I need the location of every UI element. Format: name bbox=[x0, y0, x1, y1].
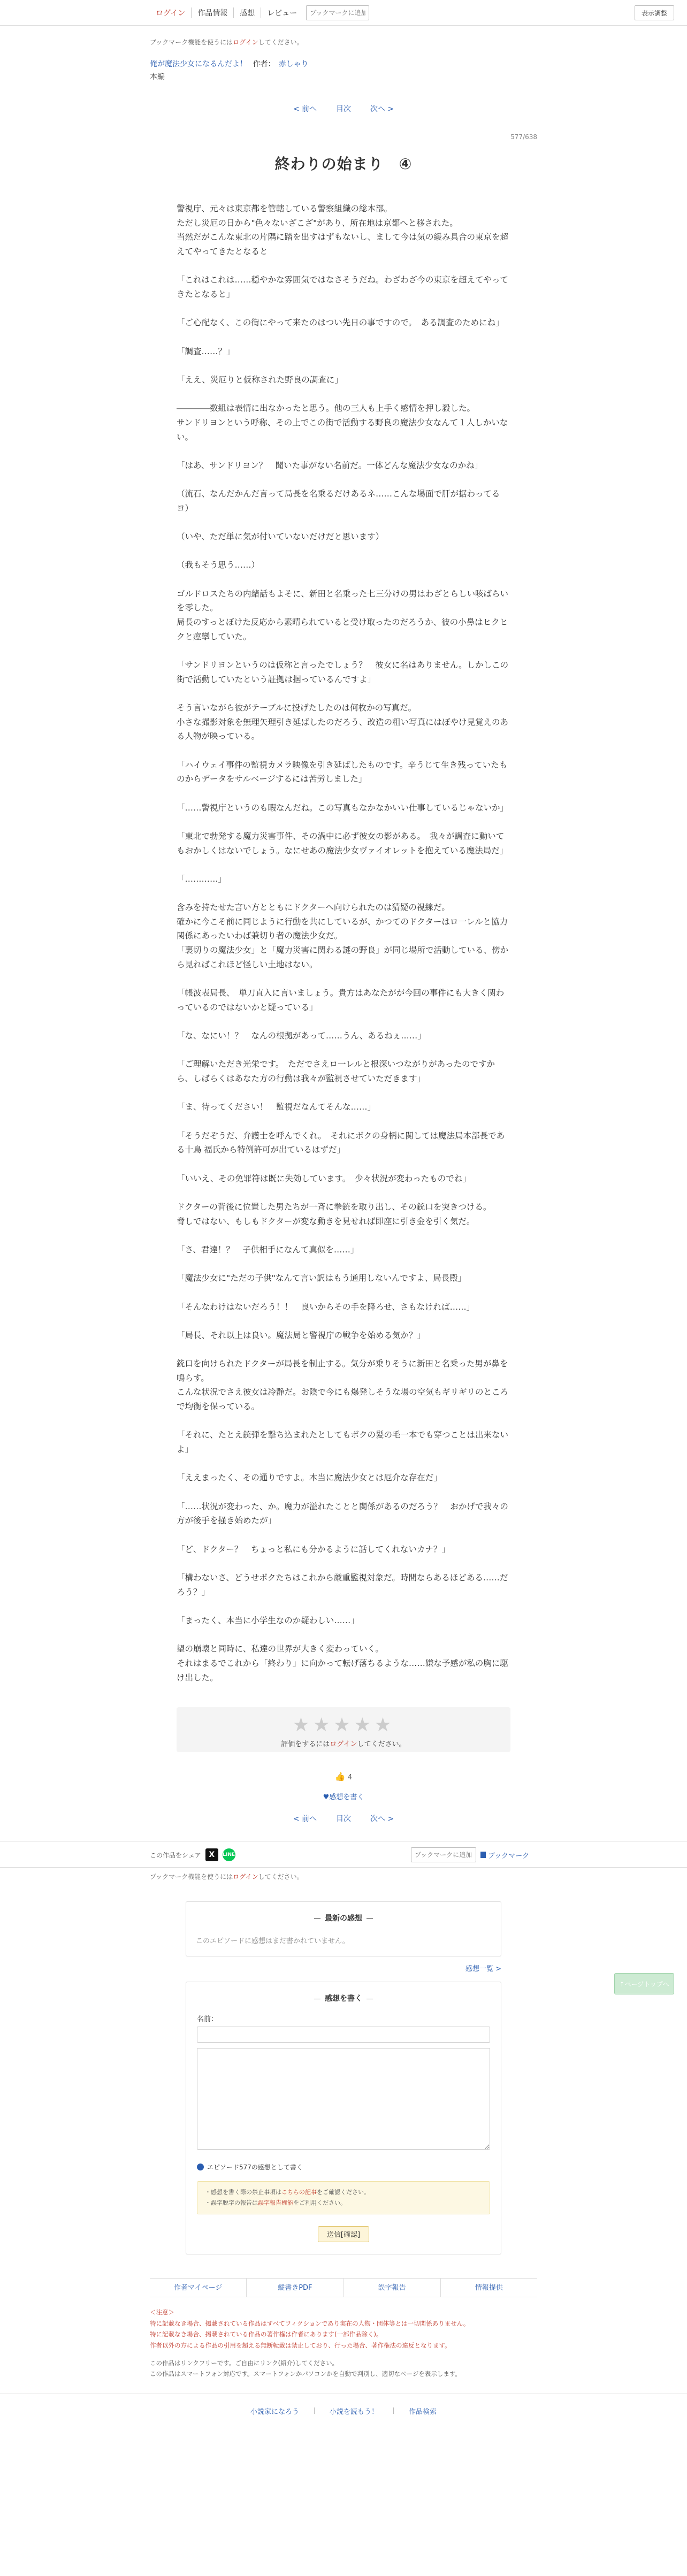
body-paragraph: 「な、なにい！？ なんの根拠があって……うん、あるねぇ……」 bbox=[177, 1031, 426, 1041]
body-paragraph: ゴルドロスたちの内緒話もよそに、新田と名乗った七三分けの男はわざとらしい咳ばらいを零した。 bbox=[177, 588, 509, 613]
site-link[interactable]: 小説を読もう！ bbox=[329, 2407, 378, 2416]
latest-reviews-heading: 最新の感想 bbox=[196, 1913, 491, 1923]
blank-line bbox=[177, 1343, 510, 1357]
blank-line bbox=[177, 1186, 510, 1200]
body-paragraph: 「ど、ドクター？ ちょっと私にも分かるように話してくれないカナ？」 bbox=[177, 1544, 450, 1554]
blank-line bbox=[177, 1157, 510, 1172]
body-paragraph: （流石、なんだかんだ言って局長を名乗るだけあるネ……こんな場面で肝が据わってるヨ） bbox=[177, 489, 500, 513]
blank-line bbox=[177, 387, 510, 402]
site-link[interactable]: 小説家になろう bbox=[250, 2407, 299, 2416]
typo-report-link[interactable]: 誤字報告機能 bbox=[258, 2199, 293, 2207]
disclaimer-line: 特に記載なき場合、掲載されている作品の著作権は作者にあります(一部作品除く)。 bbox=[150, 2330, 383, 2338]
notice-login-link[interactable]: ログイン bbox=[233, 39, 258, 46]
next-episode-link[interactable]: 次へ > bbox=[370, 105, 394, 113]
episode-body bbox=[177, 202, 510, 1685]
rating-note-suffix: してください。 bbox=[357, 1740, 406, 1749]
blank-line bbox=[177, 1485, 510, 1500]
bookmark-input[interactable] bbox=[411, 1847, 476, 1862]
link-divider bbox=[393, 2407, 394, 2414]
blank-line bbox=[177, 1043, 510, 1058]
disclaimer-heading: ＜注意＞ bbox=[150, 2308, 174, 2316]
body-paragraph: 「帳波表局長、 単刀直入に言いましょう。貴方はあなたがが今回の事件にも大きく関わっているのではないかと疑っている」 bbox=[177, 988, 505, 1012]
disclaimer-line: この作品はリンクフリーです。ご自由にリンク(紹介)してください。 bbox=[150, 2359, 339, 2367]
body-paragraph: ――――数組は表情に出なかったと思う。他の三人も上手く感情を押し殺した。 bbox=[177, 403, 476, 414]
reviews-link[interactable]: 感想 bbox=[240, 9, 255, 18]
body-paragraph: 「ええ、災厄りと仮称された野良の調査に」 bbox=[177, 374, 343, 385]
episode-checkbox[interactable] bbox=[197, 2164, 204, 2170]
body-paragraph: 確かに今こそ前に同じように行動を共にしているが、かつてのドクターはロ一レルと協力関係にあったいわば兼切り者の魔法少女だ。 bbox=[177, 916, 508, 941]
body-paragraph: 「いいえ、その免罪符は既に失効しています。 少々状況が変わったものでね」 bbox=[177, 1173, 471, 1183]
episode-counter: 577/638 bbox=[510, 133, 537, 141]
submit-review-button[interactable]: 送信[確認] bbox=[318, 2226, 369, 2242]
rating-note bbox=[177, 1738, 510, 1748]
author-link[interactable]: 赤しゃり bbox=[278, 60, 309, 68]
body-paragraph: 「構わないさ、どうせボクたちはこれから厳重監視対象だ。時間ならあるほどある……だろう？」 bbox=[177, 1573, 508, 1597]
blank-line bbox=[177, 358, 510, 373]
body-paragraph: 「局長、それ以上は良い。魔法局と警視庁の戦争を始める気か？」 bbox=[177, 1330, 426, 1340]
share-bar bbox=[0, 1841, 687, 1868]
blank-line bbox=[177, 1457, 510, 1471]
disclaimer-line: 特に記載なき場合、掲載されている作品はすべてフィクションであり実在の人物・団体等とは一切関係ありません。 bbox=[150, 2319, 470, 2327]
episode-pager-top bbox=[150, 103, 537, 114]
footer-link[interactable]: 縦書きPDF bbox=[247, 2279, 344, 2297]
body-paragraph: 脅しではない、もしもドクターが変な動きを見せれば即座に引き金を引く気だ。 bbox=[177, 1216, 475, 1226]
body-paragraph: 銃口を向けられたドクターが局長を制止する。気分が乗りそうに新田と名乗った男が鼻を鳴らす。 bbox=[177, 1359, 508, 1383]
blank-line bbox=[177, 1414, 510, 1428]
body-paragraph: 「それに、たとえ銃弾を撃ち込まれたとしてもボクの髪の毛一本でも穿つことは出来ないよ」 bbox=[177, 1430, 509, 1455]
page-top-button[interactable]: ↑ページトップへ bbox=[614, 1973, 674, 1994]
login-link[interactable]: ログイン bbox=[156, 9, 186, 18]
body-paragraph: 「魔法少女に"ただの子供"なんて言い訳はもう通用しないんですよ、局長殿」 bbox=[177, 1273, 467, 1283]
rules-article-link[interactable]: こちらの記事 bbox=[281, 2189, 317, 2196]
blank-line bbox=[177, 886, 510, 901]
star-rating-icons[interactable]: ★★★★★ bbox=[292, 1714, 395, 1737]
blank-line bbox=[177, 744, 510, 758]
footer-link[interactable]: 作者マイページ bbox=[150, 2279, 247, 2297]
like-button[interactable] bbox=[150, 1771, 537, 1782]
blank-line bbox=[177, 1528, 510, 1542]
display-settings-button[interactable]: 表示調整 bbox=[635, 5, 674, 20]
link-divider bbox=[314, 2407, 315, 2414]
body-paragraph: それはまるでこれから「終わり」に向かって転げ落ちるような……嫌な予感が私の胸に駆け出した。 bbox=[177, 1658, 508, 1683]
notice-prefix: ブックマーク機能を使うには bbox=[150, 1873, 233, 1881]
blank-line bbox=[177, 1556, 510, 1571]
body-paragraph: 局長のすっとぼけた反応から素晴られていると受け取ったのだろうか、彼の小鼻はヒクヒクと痙攣していた。 bbox=[177, 617, 508, 641]
latest-reviews-box bbox=[186, 1901, 501, 1956]
reviews-section bbox=[150, 1872, 537, 2254]
body-paragraph: 「そうだぞうだ、弁護士を呼んでくれ。 それにボクの身柄に関しては魔法局本部長である十鳥 福氏から特例許可が出ているはずだ」 bbox=[177, 1130, 505, 1155]
rewards-link[interactable]: レビュー bbox=[267, 9, 297, 18]
body-paragraph: 「そんなわけはないだろう！！ 良いからその手を降ろせ、さもなければ……」 bbox=[177, 1302, 475, 1312]
body-paragraph: こんな状況でさえ彼女は冷静だ。お陰で今にも爆発しそうな場の空気もギリギリのところで均衡を保っている。 bbox=[177, 1387, 509, 1412]
review-textarea[interactable] bbox=[197, 2048, 490, 2150]
notice-login-link[interactable]: ログイン bbox=[233, 1873, 258, 1881]
toc-link[interactable]: 目次 bbox=[336, 105, 351, 113]
body-paragraph: 「裏切りの魔法少女」と「魔力災害に関わる謎の野良」が同じ場所で活動している、傍から見ればこれほど怪しい土地はない。 bbox=[177, 945, 509, 969]
blank-line bbox=[177, 515, 510, 530]
blank-line bbox=[177, 815, 510, 829]
body-paragraph: 「ご心配なく、この街にやって来たのはつい先日の事ですので。 ある調査のためにね」 bbox=[177, 318, 504, 328]
main-content bbox=[150, 37, 537, 1824]
body-paragraph: 「まったく、本当に小学生なのか疑わしい……」 bbox=[177, 1615, 359, 1625]
rules-line bbox=[205, 2187, 482, 2198]
blank-line bbox=[177, 1599, 510, 1614]
bookmark-icon bbox=[480, 1852, 486, 1858]
notice-suffix: してください。 bbox=[258, 39, 303, 46]
bookmark-controls bbox=[411, 1847, 529, 1862]
review-list-link[interactable]: 感想一覧 > bbox=[465, 1965, 501, 1974]
blank-line bbox=[177, 1114, 510, 1129]
body-paragraph: 「ご理解いただき光栄です。 ただでさえロ一レルと根深いつながりがあったのですから、しばらくはあなた方の行動は我々が監視させていただきます」 bbox=[177, 1059, 495, 1084]
body-paragraph: 「ええまったく、その通りですよ。本当に魔法少女とは厄介な存在だ」 bbox=[177, 1473, 442, 1483]
blank-line bbox=[177, 572, 510, 587]
thumbs-up-icon: 👍 bbox=[334, 1771, 346, 1782]
body-paragraph: 「サンドリヨンというのは仮称と言ったでしょう？ 彼女に名はありません。しかしこの街で活動していたという証拠は掴っているんですよ」 bbox=[177, 660, 509, 684]
bookmark-button-label: ブックマーク bbox=[488, 1852, 530, 1860]
bookmark-notice bbox=[150, 1872, 537, 1881]
site-links bbox=[0, 2394, 687, 2428]
name-label: 名前： bbox=[197, 2015, 218, 2024]
rules-text: ・感想を書く際の禁止事項は bbox=[205, 2189, 281, 2196]
blank-line bbox=[177, 1228, 510, 1243]
blank-line bbox=[177, 858, 510, 872]
blank-line bbox=[177, 302, 510, 316]
body-paragraph: 含みを持たせた言い方とともにドクターへ向けられたのは猜疑の視線だ。 bbox=[177, 903, 450, 913]
blank-line bbox=[177, 472, 510, 487]
footer-link[interactable]: 情報提供 bbox=[475, 2283, 503, 2292]
rating-box bbox=[177, 1707, 510, 1752]
rules-text: をご確認ください。 bbox=[317, 2189, 370, 2196]
blank-line bbox=[177, 786, 510, 801]
body-paragraph: 「さ、君達！？ 子供相手になんて真似を……」 bbox=[177, 1244, 359, 1255]
bookmark-button[interactable] bbox=[480, 1850, 529, 1860]
x-share-icon[interactable]: X bbox=[205, 1848, 218, 1861]
body-paragraph: 「これはこれは……穏やかな雰囲気ではなさそうだね。わざわざ今の東京を超えてやってきたとなると」 bbox=[177, 275, 509, 299]
top-nav-menu bbox=[150, 0, 369, 26]
prev-episode-link[interactable]: < 前へ bbox=[293, 1815, 317, 1824]
body-paragraph: 「はあ、サンドリヨン？ 聞いた事がない名前だ。一体どんな魔法少女なのかね」 bbox=[177, 460, 483, 470]
typo-line bbox=[205, 2198, 482, 2208]
blank-line bbox=[177, 1257, 510, 1272]
body-paragraph: 「東北で勃発する魔力災害事件、その渦中に必ず彼女の影がある。 我々が調査に動いてもおかしくはないでしょう。なにせあの魔法少女ヴァイオレットを抱えている魔法局だ」 bbox=[177, 831, 508, 855]
typo-text: をご利用ください。 bbox=[293, 2199, 346, 2207]
share-buttons bbox=[150, 1841, 235, 1868]
footer-link[interactable]: 誤字報告 bbox=[344, 2279, 441, 2297]
blank-line bbox=[177, 1314, 510, 1328]
review-rules-note bbox=[197, 2181, 490, 2214]
body-paragraph: 「……状況が変わった、か。魔力が溢れたことと関係があるのだろう？ おかげで我々の方が後手を掻き始めたが」 bbox=[177, 1501, 508, 1526]
body-paragraph: 「調査……？」 bbox=[177, 346, 235, 356]
bookmark-notice bbox=[150, 37, 537, 47]
body-paragraph: 望の崩壊と同時に、私達の世界が大きく変わっていく。 bbox=[177, 1644, 384, 1654]
blank-line bbox=[177, 644, 510, 658]
body-paragraph: 「…………」 bbox=[177, 874, 227, 884]
episode-checkbox-row[interactable] bbox=[197, 2162, 490, 2172]
series-info bbox=[150, 58, 537, 69]
body-paragraph: 「ま、待ってください！ 監視だなんてそんな……」 bbox=[177, 1102, 376, 1112]
write-review-form bbox=[186, 1982, 501, 2254]
write-review-heading: 感想を書く bbox=[197, 1993, 490, 2004]
share-label: この作品をシェア bbox=[150, 1851, 201, 1859]
body-paragraph: そう言いながら彼がテーブルに投げたしたのは何枚かの写真だ。 bbox=[177, 702, 417, 713]
line-share-icon[interactable]: LINE bbox=[223, 1848, 235, 1861]
disclaimer-line: この作品はスマートフォン対応です。スマートフォンかパソコンかを自動で判別し、適切なページを表示します。 bbox=[150, 2370, 461, 2378]
blank-line bbox=[177, 1014, 510, 1029]
body-paragraph: （いや、ただ単に気が付いていないだけだと思います） bbox=[177, 532, 384, 542]
body-paragraph: 小さな撮影対象を無理矢理引き延ばしたのだろう、改造の粗い写真にはぼやけ見覚えのある人物が映っている。 bbox=[177, 717, 509, 742]
top-navigation bbox=[0, 0, 687, 26]
name-input[interactable] bbox=[197, 2027, 490, 2043]
disclaimer-line: 作者以外の方による作品の引用を超える無断転載は禁止しており、行った場合、著作権法の違反となります。 bbox=[150, 2341, 451, 2349]
typo-text: ・誤字脱字の報告は bbox=[205, 2199, 258, 2207]
write-review-link[interactable]: ♥感想を書く bbox=[323, 1793, 364, 1802]
blank-line bbox=[177, 1086, 510, 1100]
body-paragraph: ただし災厄の日から"色々ないざこざ"があり、所在地は京都へと移された。 bbox=[177, 218, 458, 228]
blank-line bbox=[177, 444, 510, 458]
episode-pager-bottom bbox=[150, 1813, 537, 1824]
next-episode-link[interactable]: 次へ > bbox=[370, 1815, 394, 1824]
body-paragraph: 「……警視庁というのも暇なんだね。この写真もなかなかいい仕事しているじゃないか」 bbox=[177, 802, 509, 813]
rating-note-prefix: 評価をするには bbox=[281, 1740, 330, 1749]
works-info-link[interactable]: 作品情報 bbox=[197, 9, 228, 18]
like-count: 4 bbox=[347, 1774, 353, 1782]
toc-link[interactable]: 目次 bbox=[336, 1815, 351, 1824]
blank-line bbox=[177, 686, 510, 701]
blank-line bbox=[177, 544, 510, 559]
body-paragraph: サンドリヨンという呼称、その上でこの街で活動する野良の魔法少女なんて１人しかいない。 bbox=[177, 417, 508, 442]
blank-line bbox=[177, 1286, 510, 1300]
blank-line bbox=[177, 330, 510, 345]
rating-login-link[interactable]: ログイン bbox=[330, 1740, 357, 1749]
body-paragraph: 当然だがこんな東北の片隅に踏を出すはずもないし、まして今は気の緩み具合の東京を超えてやってきたとなると bbox=[177, 232, 509, 256]
site-link[interactable]: 作品検索 bbox=[409, 2407, 437, 2416]
body-paragraph: （我もそう思う……） bbox=[177, 560, 260, 570]
body-paragraph: 「ハイウェイ事件の監視カメラ映像を引き延ばしたものです。辛うじて生き残っていたものからデータをサルベージするには苦労しました」 bbox=[177, 760, 508, 784]
blank-line bbox=[177, 1628, 510, 1642]
body-paragraph: 警視庁、元々は東京都を管轄している警察組織の総本部。 bbox=[177, 204, 393, 213]
no-reviews-message: このエピソードに感想はまだ書かれていません。 bbox=[196, 1937, 349, 1946]
author-label: 作者： bbox=[253, 60, 276, 68]
footer-links bbox=[150, 2278, 537, 2297]
bookmark-input[interactable] bbox=[306, 5, 369, 20]
notice-suffix: してください。 bbox=[258, 1873, 303, 1881]
episode-checkbox-label: エピソード577の感想として書く bbox=[207, 2164, 303, 2172]
series-title-link[interactable]: 俺が魔法少女になるんだよ！ bbox=[150, 60, 247, 68]
notice-prefix: ブックマーク機能を使うには bbox=[150, 39, 233, 46]
body-paragraph: ドクターの背後に位置した男たちが一斉に拳銃を取り出し、その銃口を突きつける。 bbox=[177, 1202, 492, 1212]
blank-line bbox=[177, 972, 510, 986]
episode-title: 終わりの始まり ④ bbox=[274, 155, 413, 173]
prev-episode-link[interactable]: < 前へ bbox=[293, 105, 317, 113]
disclaimer bbox=[150, 2307, 537, 2380]
blank-line bbox=[177, 259, 510, 273]
chapter-section: 本編 bbox=[150, 73, 165, 81]
